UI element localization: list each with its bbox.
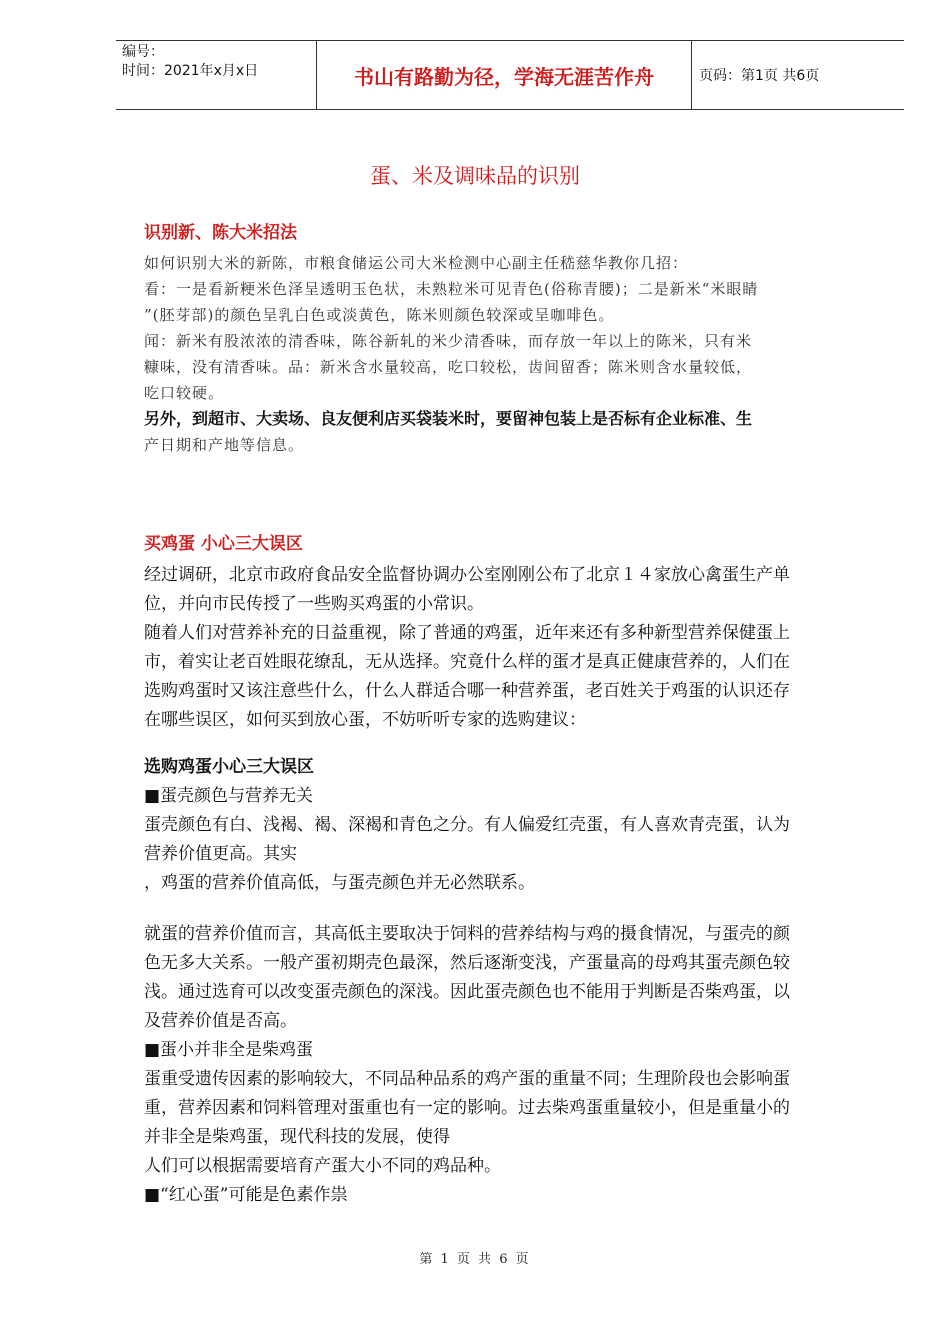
eggs-intro-line: 随着人们对营养补充的日益重视，除了普通的鸡蛋，近年来还有多种新型营养保健蛋上 xyxy=(144,623,790,643)
item-line: 就蛋的营养价值而言，其高低主要取决于饲料的营养结构与鸡的摄食情况，与蛋壳的颜 xyxy=(144,924,790,944)
eggs-intro-line: 市，着实让老百姓眼花缭乱，无从选择。究竟什么样的蛋才是真正健康营养的，人们在 xyxy=(144,652,790,672)
section-heading-rice: 识别新、陈大米招法 xyxy=(144,223,297,243)
document-time-label: 时间：2021年x月x日 xyxy=(122,63,259,79)
item-title-red-yolk: ■“红心蛋”可能是色素作祟 xyxy=(144,1185,348,1205)
item-line: 色无多大关系。一般产蛋初期壳色最深，然后逐渐变浅，产蛋量高的母鸡其蛋壳颜色较 xyxy=(144,953,790,973)
eggs-subheading: 选购鸡蛋小心三大误区 xyxy=(144,757,314,777)
rice-line: 如何识别大米的新陈，市粮食储运公司大米检测中心副主任嵇慈华教你几招： xyxy=(144,254,689,272)
item-line: 重，营养因素和饲料管理对蛋重也有一定的影响。过去柴鸡蛋重量较小，但是重量小的 xyxy=(144,1098,790,1118)
rice-line: ”(胚芽部)的颜色呈乳白色或淡黄色，陈米则颜色较深或呈咖啡色。 xyxy=(144,306,615,324)
document-number-label: 编号： xyxy=(122,44,164,60)
item-line: 浅。通过选育可以改变蛋壳颜色的深浅。因此蛋壳颜色也不能用于判断是否柴鸡蛋，以 xyxy=(144,982,790,1002)
header-page-label: 页码：第1页 共6页 xyxy=(699,68,820,84)
rice-line: 看：一是看新粳米色泽呈透明玉色状，未熟粒米可见青色(俗称青腰)；二是新米“米眼睛 xyxy=(144,280,759,298)
item-line: ，鸡蛋的营养价值高低，与蛋壳颜色并无必然联系。 xyxy=(144,873,535,893)
item-line: 及营养价值是否高。 xyxy=(144,1011,297,1031)
eggs-intro-line: 位，并向市民传授了一些购买鸡蛋的小常识。 xyxy=(144,594,484,614)
eggs-intro-line: 选购鸡蛋时又该注意些什么，什么人群适合哪一种营养蛋，老百姓关于鸡蛋的认识还存 xyxy=(144,681,790,701)
rice-line: 闻：新米有股浓浓的清香味，陈谷新轧的米少清香味，而存放一年以上的陈米，只有米 xyxy=(144,332,753,350)
section-eggs xyxy=(144,533,874,1210)
spacer xyxy=(144,898,874,920)
page-footer: 第 1 页 共 6 页 xyxy=(419,1252,531,1267)
section-rice xyxy=(144,222,874,458)
item-line: 蛋重受遗传因素的影响较大，不同品种品系的鸡产蛋的重量不同；生理阶段也会影响蛋 xyxy=(144,1069,790,1089)
eggs-intro-line: 经过调研，北京市政府食品安全监督协调办公室刚刚公布了北京１４家放心禽蛋生产单 xyxy=(144,565,790,585)
rice-bold-line: 另外，到超市、大卖场、良友便利店买袋装米时，要留神包装上是否标有企业标准、生 xyxy=(144,409,753,428)
document-title: 蛋、米及调味品的识别 xyxy=(370,164,580,188)
item-line: 蛋壳颜色有白、浅褐、褐、深褐和青色之分。有人偏爱红壳蛋，有人喜欢青壳蛋，认为 xyxy=(144,815,790,835)
header-motto: 书山有路勤为径，学海无涯苦作舟 xyxy=(316,41,692,109)
eggs-intro-line: 在哪些误区，如何买到放心蛋，不妨听听专家的选购建议： xyxy=(144,710,586,730)
item-line: 并非全是柴鸡蛋，现代科技的发展，使得 xyxy=(144,1127,450,1147)
rice-line: 产日期和产地等信息。 xyxy=(144,436,305,454)
section-heading-eggs: 买鸡蛋 小心三大误区 xyxy=(144,534,303,554)
document-header xyxy=(116,40,904,110)
header-meta xyxy=(116,41,316,109)
item-title-shell-color: ■蛋壳颜色与营养无关 xyxy=(144,786,314,806)
spacer xyxy=(144,735,874,753)
item-title-small-eggs: ■蛋小并非全是柴鸡蛋 xyxy=(144,1040,314,1060)
item-line: 人们可以根据需要培育产蛋大小不同的鸡品种。 xyxy=(144,1156,501,1176)
rice-line: 吃口较硬。 xyxy=(144,384,225,402)
item-line: 营养价值更高。其实 xyxy=(144,844,297,864)
rice-line: 糠味，没有清香味。品：新米含水量较高，吃口较松，齿间留香；陈米则含水量较低， xyxy=(144,358,753,376)
